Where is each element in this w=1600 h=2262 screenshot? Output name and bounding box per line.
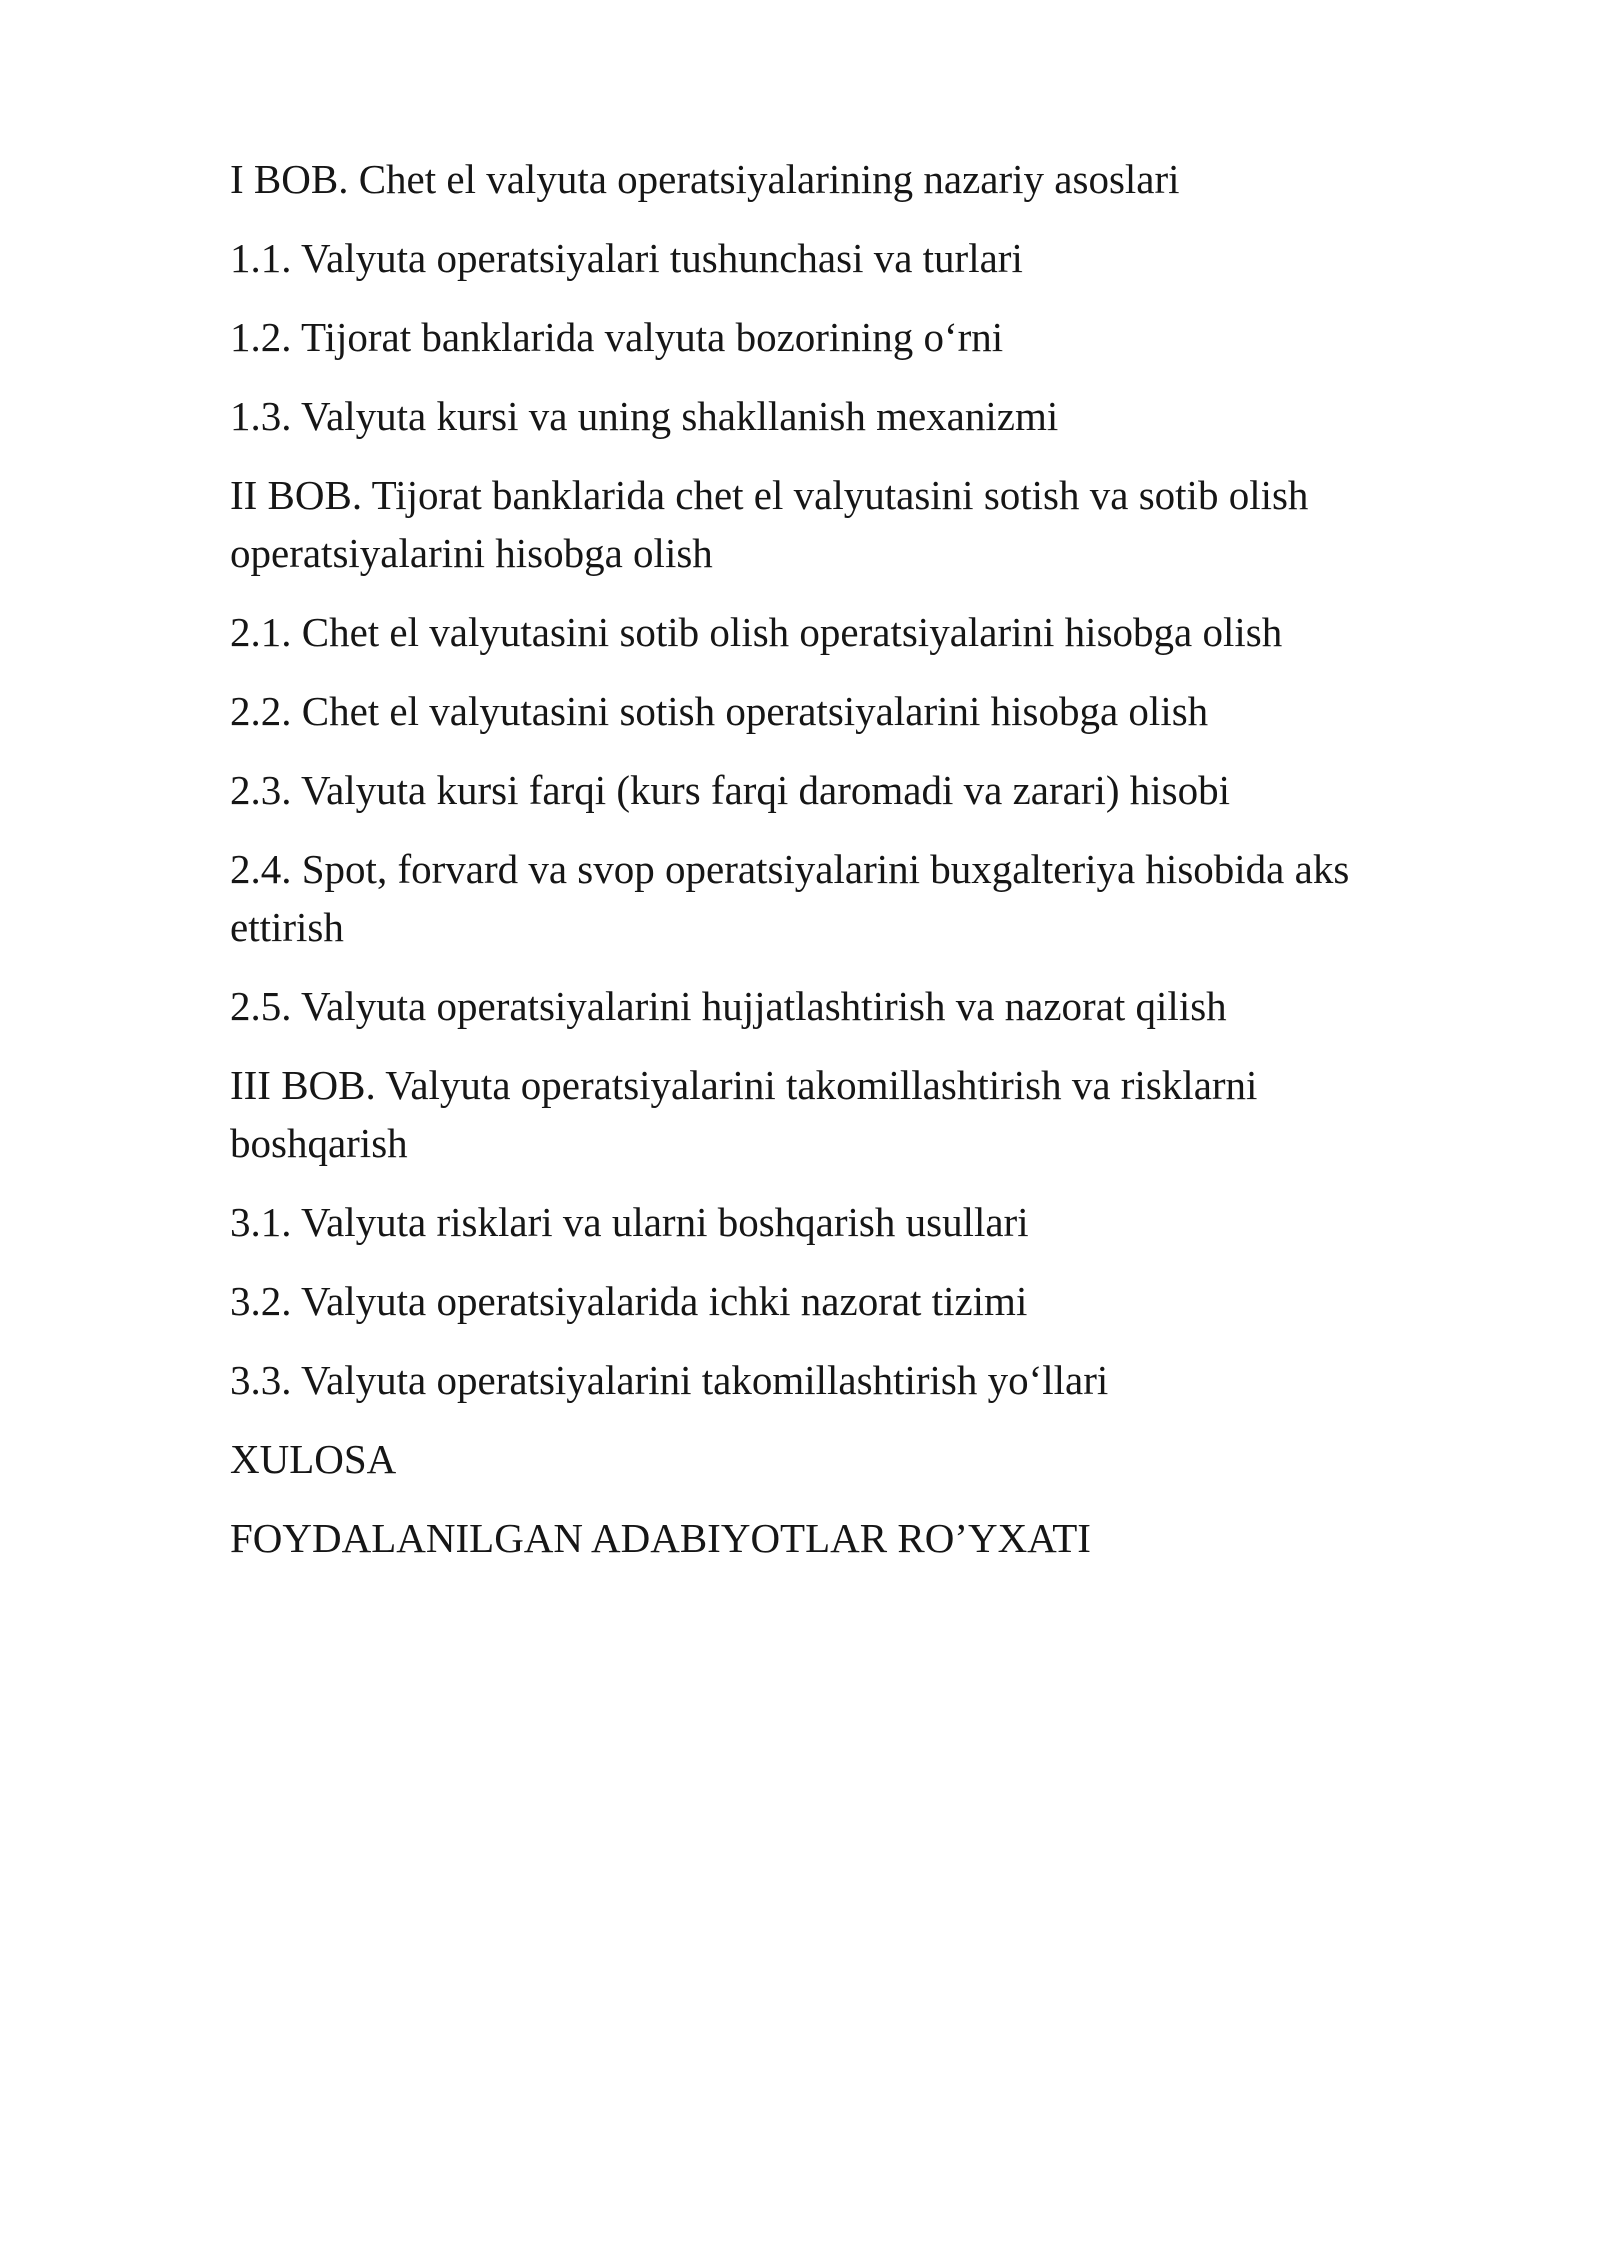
table-of-contents	[230, 150, 1430, 1588]
toc-section-1-3: 1.3. Valyuta kursi va uning shakllanish mexanizmi	[230, 393, 1059, 439]
toc-section-1-2: 1.2. Tijorat banklarida valyuta bozorining o‘rni	[230, 314, 1004, 360]
toc-section-2-1: 2.1. Chet el valyutasini sotib olish operatsiyalarini hisobga olish	[230, 609, 1283, 655]
toc-section-3-3: 3.3. Valyuta operatsiyalarini takomillashtirish yo‘llari	[230, 1357, 1109, 1403]
toc-section-3-2: 3.2. Valyuta operatsiyalarida ichki nazorat tizimi	[230, 1278, 1028, 1324]
toc-chapter-2: II BOB. Tijorat banklarida chet el valyutasini sotish va sotib olish operatsiyalarini hisobga olish	[230, 472, 1309, 576]
toc-conclusion: XULOSA	[230, 1436, 397, 1482]
toc-chapter-1: I BOB. Chet el valyuta operatsiyalarining nazariy asoslari	[230, 156, 1180, 202]
toc-section-2-4: 2.4. Spot, forvard va svop operatsiyalarini buxgalteriya hisobida aks ettirish	[230, 846, 1350, 950]
toc-section-3-1: 3.1. Valyuta risklari va ularni boshqarish usullari	[230, 1199, 1029, 1245]
toc-chapter-3: III BOB. Valyuta operatsiyalarini takomillashtirish va risklarni boshqarish	[230, 1062, 1258, 1166]
toc-references: FOYDALANILGAN ADABIYOTLAR RO’YXATI	[230, 1515, 1091, 1561]
toc-section-1-1: 1.1. Valyuta operatsiyalari tushunchasi va turlari	[230, 235, 1023, 281]
toc-section-2-2: 2.2. Chet el valyutasini sotish operatsiyalarini hisobga olish	[230, 688, 1209, 734]
toc-section-2-3: 2.3. Valyuta kursi farqi (kurs farqi daromadi va zarari) hisobi	[230, 767, 1231, 813]
toc-section-2-5: 2.5. Valyuta operatsiyalarini hujjatlashtirish va nazorat qilish	[230, 983, 1227, 1029]
